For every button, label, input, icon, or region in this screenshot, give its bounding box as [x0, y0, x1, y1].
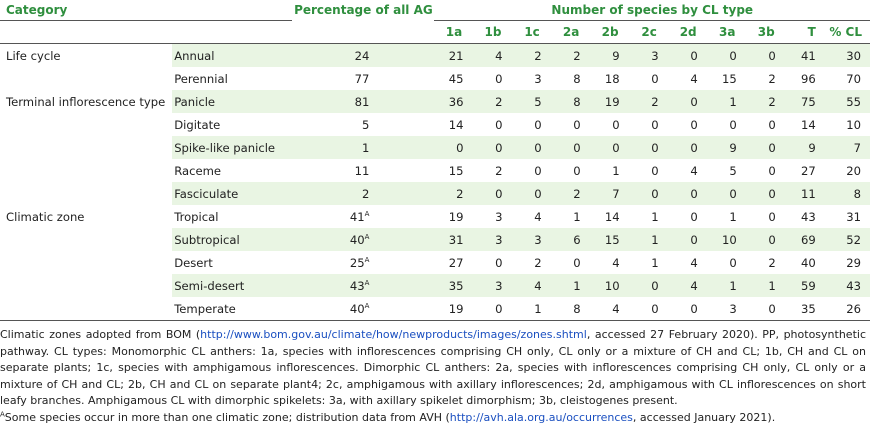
table-row [0, 90, 870, 113]
count-cell: 55 [824, 90, 870, 113]
count-cell: 4 [690, 255, 698, 270]
category-header: Category [0, 0, 292, 21]
avh-link[interactable]: http://avh.ala.org.au/occurrences [449, 410, 633, 424]
count-cell: 0 [669, 136, 708, 159]
count-cell: 0 [474, 136, 513, 159]
count-cell: 43 [824, 274, 870, 297]
count-cell: 4 [669, 274, 708, 297]
percentage-cell: 24 [292, 44, 382, 68]
count-cell: 0 [690, 117, 698, 132]
count-cell: 0 [474, 297, 513, 321]
count-cell: 8 [552, 90, 591, 113]
count-cell: 2 [474, 90, 513, 113]
count-cell: 29 [846, 255, 861, 270]
count-cell: 35 [786, 297, 824, 321]
count-cell: 1 [708, 90, 747, 113]
footnote-marker: A [364, 301, 370, 310]
footnote-a: $^A$Some species occur in more than one climatic zone; distribution data from AVH (http://avh.ala.org.au/occurrences, accessed January 2021). [0, 409, 776, 424]
count-cell: 2 [768, 71, 776, 86]
percentage-cell: 81 [292, 90, 382, 113]
count-cell: 0 [651, 71, 659, 86]
count-cell: 9 [786, 136, 824, 159]
category-cell: Climatic zone [6, 209, 85, 224]
percentage-cell: 11 [354, 163, 370, 178]
count-cell: 4 [591, 297, 630, 321]
count-cell: 18 [604, 71, 620, 86]
percentage-cell: $43^A$ [292, 274, 382, 297]
count-cell: 15 [721, 71, 737, 86]
count-cell: 0 [513, 182, 552, 205]
count-cell: 41 [786, 44, 824, 68]
count-cell: 0 [747, 182, 786, 205]
subcategory-cell: Perennial [174, 71, 228, 86]
count-cell: 27 [448, 255, 464, 270]
count-cell: 0 [552, 136, 591, 159]
count-cell: 36 [434, 90, 473, 113]
subcategory-cell: Digitate [174, 117, 221, 132]
table-row [0, 113, 870, 136]
count-cell: 7 [591, 182, 630, 205]
count-cell: 0 [708, 182, 747, 205]
type-header: 2c [641, 25, 657, 39]
count-cell: 0 [747, 228, 786, 251]
count-cell: 14 [604, 209, 620, 224]
count-cell: 59 [786, 274, 824, 297]
count-cell: 10 [708, 228, 747, 251]
count-cell: 3 [513, 228, 552, 251]
category-cell [0, 67, 172, 90]
count-cell: 0 [651, 163, 659, 178]
count-cell: 0 [747, 44, 786, 68]
percentage-header: Percentage of all AG [294, 3, 433, 18]
count-cell: 15 [448, 163, 464, 178]
subcategory-cell: Tropical [174, 209, 219, 224]
category-cell: Life cycle [6, 48, 61, 63]
subcategory-cell: Panicle [172, 90, 292, 113]
count-cell: 0 [434, 136, 473, 159]
count-cell: 0 [669, 182, 708, 205]
count-cell: 2 [747, 90, 786, 113]
category-cell: Terminal inflorescence type [6, 94, 166, 109]
footnote-marker: A [364, 232, 370, 241]
count-cell: 21 [434, 44, 473, 68]
subcategory-cell: Temperate [172, 297, 292, 321]
count-cell: 0 [612, 117, 620, 132]
category-cell [0, 251, 172, 274]
percentage-cell: $40^A$ [292, 297, 382, 321]
count-cell: 2 [434, 182, 473, 205]
count-cell: 0 [669, 228, 708, 251]
count-cell: 0 [729, 255, 737, 270]
count-cell: 0 [534, 163, 542, 178]
count-cell: 14 [448, 117, 464, 132]
count-cell: 4 [534, 209, 542, 224]
subcategory-cell: Fasciculate [172, 182, 292, 205]
count-cell: 52 [824, 228, 870, 251]
category-cell [0, 113, 172, 136]
table-row [0, 67, 870, 90]
count-cell: 0 [474, 182, 513, 205]
header-row-top [0, 0, 870, 21]
count-cell: 3 [495, 209, 503, 224]
subcategory-cell: Raceme [174, 163, 222, 178]
count-cell: 4 [513, 274, 552, 297]
count-cell: 19 [591, 90, 630, 113]
category-cell [0, 159, 172, 182]
count-cell: 30 [824, 44, 870, 68]
type-header: 1c [524, 25, 540, 39]
count-cell: 3 [630, 44, 669, 68]
count-cell: 70 [846, 71, 861, 86]
count-cell: 2 [768, 255, 776, 270]
count-cell: 26 [824, 297, 870, 321]
count-cell: 0 [747, 297, 786, 321]
subcategory-cell: Subtropical [172, 228, 292, 251]
category-cell [0, 182, 172, 205]
count-cell: 0 [630, 182, 669, 205]
count-cell: 10 [846, 117, 861, 132]
count-cell: 35 [434, 274, 473, 297]
count-cell: 8 [824, 182, 870, 205]
count-cell: 3 [708, 297, 747, 321]
count-cell: 0 [651, 117, 659, 132]
percentage-cell: $40^A$ [292, 228, 382, 251]
count-cell: 0 [669, 297, 708, 321]
count-cell: 14 [801, 117, 816, 132]
count-cell: 1 [573, 209, 581, 224]
table-row [0, 182, 870, 205]
count-cell: 75 [786, 90, 824, 113]
count-cell: 1 [630, 228, 669, 251]
count-cell: 10 [591, 274, 630, 297]
count-cell: 2 [513, 44, 552, 68]
count-cell: 1 [612, 163, 620, 178]
count-cell: 0 [630, 274, 669, 297]
footnote-marker: A [364, 278, 370, 287]
count-cell: 0 [573, 117, 581, 132]
count-cell: 1 [708, 274, 747, 297]
subcategory-cell: Spike-like panicle [172, 136, 292, 159]
count-cell: 3 [534, 71, 542, 86]
type-header: % CL [829, 25, 862, 39]
count-cell: 0 [630, 297, 669, 321]
count-cell: 9 [591, 44, 630, 68]
percentage-cell: 1 [292, 136, 382, 159]
count-cell: 69 [786, 228, 824, 251]
count-cell: 2 [552, 44, 591, 68]
table-row [0, 297, 870, 321]
bom-link[interactable]: http://www.bom.gov.au/climate/how/newproducts/images/zones.shtml [200, 328, 587, 341]
percentage-cell: 2 [292, 182, 382, 205]
count-cell: 8 [552, 297, 591, 321]
category-cell [0, 136, 172, 159]
count-cell: 96 [801, 71, 816, 86]
species-count-header: Number of species by CL type [434, 0, 870, 21]
count-cell: 3 [474, 228, 513, 251]
count-cell: 0 [729, 117, 737, 132]
count-cell: 4 [690, 71, 698, 86]
count-cell: 2 [534, 255, 542, 270]
count-cell: 1 [729, 209, 737, 224]
percentage-cell: $41^A$ [349, 209, 370, 224]
footnote-climatic-zones: Climatic zones adopted from BOM (http://www.bom.gov.au/climate/how/newproducts/images/zones.shtml, accessed 27 February 2020). PP, photosynthetic pathway. CL types: Monomorphic CL anthers: 1a, species with inflorescences comprising CH only, CL only or a mixture of CH and CL; 1b, CH and CL on separate plants; 1c, species with amphigamous inflorescences. Dimorphic CL anthers: 2a, species with inflorescences comprising CH only, CL only or a mixture of CH and CL; 2b, CH and CL on separate plant4; 2c, amphigamous with axillary inflorescences; 2d, amphigamous with CL inflorescences on short leafy branches. Amphigamous CL with dimorphic spikelets: 3a, with axillary spikelet dimorphism; 3b, cleistogenes present. [0, 328, 866, 407]
count-cell: 15 [591, 228, 630, 251]
count-cell: 0 [768, 209, 776, 224]
subcategory-cell: Annual [172, 44, 292, 68]
count-cell: 0 [573, 255, 581, 270]
table-footnotes [0, 327, 866, 426]
count-cell: 0 [630, 136, 669, 159]
count-cell: 45 [448, 71, 464, 86]
table-body [0, 44, 870, 321]
count-cell: 0 [768, 117, 776, 132]
table-row [0, 251, 870, 274]
count-cell: 0 [534, 117, 542, 132]
category-cell [0, 228, 172, 251]
type-header: 3a [718, 25, 736, 39]
type-header: 2d [679, 25, 697, 39]
type-header: 2b [601, 25, 619, 39]
count-cell: 0 [495, 71, 503, 86]
count-cell: 19 [434, 297, 473, 321]
count-cell: 3 [474, 274, 513, 297]
count-cell: 2 [495, 163, 503, 178]
count-cell: 0 [768, 163, 776, 178]
count-cell: 0 [708, 44, 747, 68]
count-cell: 4 [612, 255, 620, 270]
count-cell: 1 [651, 255, 659, 270]
count-cell: 4 [690, 163, 698, 178]
subcategory-cell: Semi-desert [172, 274, 292, 297]
count-cell: 0 [669, 44, 708, 68]
count-cell: 20 [846, 163, 861, 178]
percentage-cell: 77 [354, 71, 370, 86]
subcategory-cell: Desert [174, 255, 213, 270]
count-cell: 11 [786, 182, 824, 205]
count-cell: 0 [495, 117, 503, 132]
count-cell: 31 [846, 209, 861, 224]
count-cell: 5 [729, 163, 737, 178]
count-cell: 1 [747, 274, 786, 297]
count-cell: 31 [434, 228, 473, 251]
count-cell: 5 [513, 90, 552, 113]
percentage-cell: 5 [362, 117, 370, 132]
count-cell: 7 [824, 136, 870, 159]
table-row [0, 228, 870, 251]
count-cell: 6 [552, 228, 591, 251]
count-cell: 0 [495, 255, 503, 270]
count-cell: 4 [474, 44, 513, 68]
count-cell: 1 [513, 297, 552, 321]
footnote-marker: A [364, 255, 370, 264]
count-cell: 0 [513, 136, 552, 159]
category-cell [0, 297, 172, 321]
category-cell [0, 274, 172, 297]
count-cell: 8 [573, 71, 581, 86]
type-header: 1b [484, 25, 502, 39]
count-cell: 2 [630, 90, 669, 113]
count-cell: 0 [573, 163, 581, 178]
type-header: 2a [562, 25, 580, 39]
percentage-cell: $25^A$ [349, 255, 370, 270]
type-header: 3b [757, 25, 775, 39]
count-cell: 0 [690, 209, 698, 224]
count-cell: 1 [552, 274, 591, 297]
count-cell: 2 [552, 182, 591, 205]
table-row [0, 205, 870, 228]
footnote-marker: A [364, 209, 370, 218]
count-cell: 43 [801, 209, 816, 224]
type-header: T [807, 25, 816, 39]
type-header: 1a [445, 25, 463, 39]
count-cell: 0 [747, 136, 786, 159]
table-row [0, 274, 870, 297]
count-cell: 0 [669, 90, 708, 113]
header-row-types [0, 21, 870, 44]
count-cell: 1 [651, 209, 659, 224]
count-cell: 27 [801, 163, 816, 178]
count-cell: 19 [448, 209, 464, 224]
table-row [0, 44, 870, 68]
count-cell: 9 [708, 136, 747, 159]
count-cell: 40 [801, 255, 816, 270]
count-cell: 0 [591, 136, 630, 159]
table-row [0, 159, 870, 182]
table-row [0, 136, 870, 159]
